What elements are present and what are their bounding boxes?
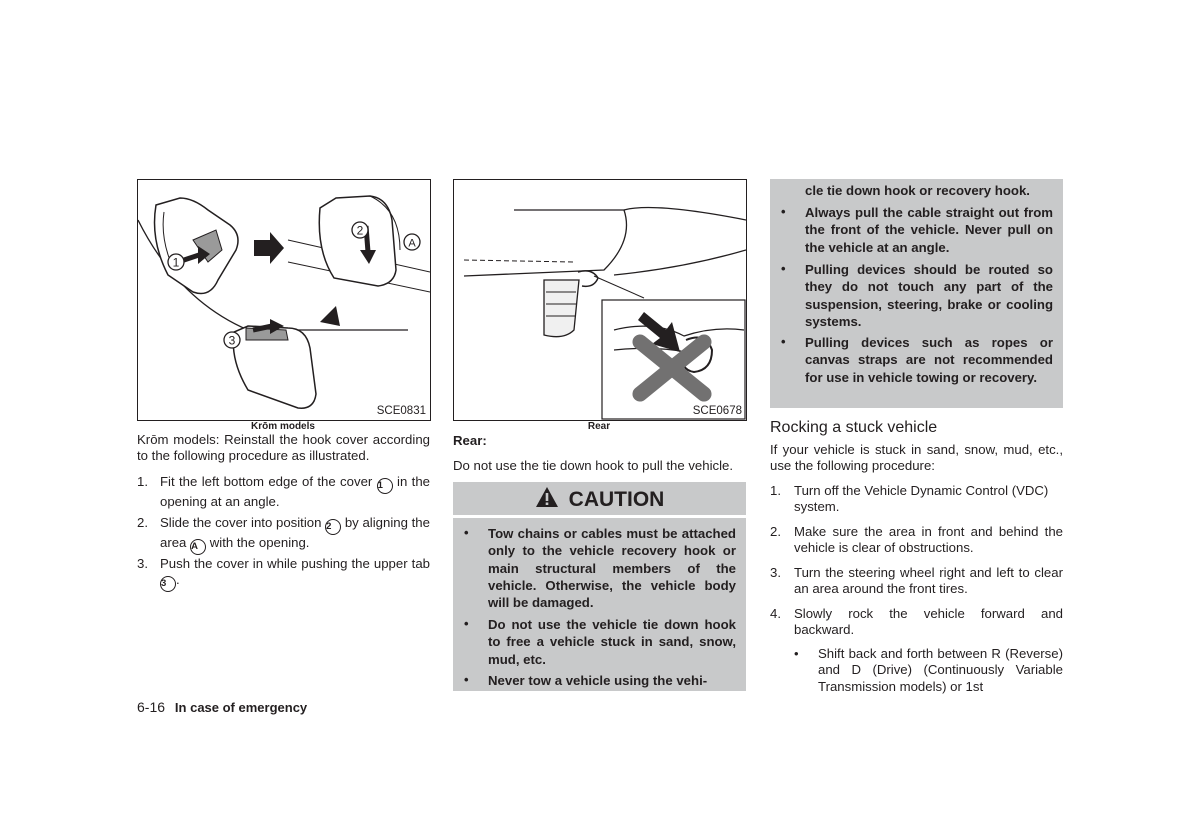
bullet-dot: • xyxy=(794,646,799,661)
step-number: 3. xyxy=(137,556,148,571)
step-1-text-a: Fit the left bottom edge of the cover xyxy=(160,474,373,489)
marker-a: A xyxy=(408,237,416,250)
step-number: 1. xyxy=(137,474,148,489)
bullet-dot: • xyxy=(781,261,786,276)
section-title: Rocking a stuck vehicle xyxy=(770,419,938,436)
caution-title: CAUTION xyxy=(568,488,665,511)
bullet-dot: • xyxy=(781,204,786,219)
step-2-text-b: by aligning the area xyxy=(160,515,430,550)
hook-cover-illustration xyxy=(138,180,430,420)
step-1-marker: 1 xyxy=(377,478,393,494)
figure-caption: Krōm models xyxy=(251,421,315,432)
step-number: 2. xyxy=(137,515,148,530)
step-1-text-b: in the opening at an angle. xyxy=(160,474,430,509)
step-2 xyxy=(160,515,430,555)
caution-bullet-3: Never tow a vehicle using the vehi- xyxy=(488,673,708,688)
intro-paragraph: Krōm models: Reinstall the hook cover according to the following procedure as illustrated. xyxy=(137,432,430,464)
bullet-dot: • xyxy=(464,616,469,631)
step-number: 4. xyxy=(770,606,781,621)
marker-2: 2 xyxy=(356,223,364,238)
figure-rear-hook xyxy=(453,179,747,421)
rear-hook-illustration xyxy=(454,180,746,420)
page-footer xyxy=(137,699,307,715)
caution-bullet-5: Pulling devices should be routed so they do not touch any part of the suspension, steering, brake or cooling systems. xyxy=(805,262,1053,329)
marker-1: 1 xyxy=(172,255,180,270)
marker-3: 3 xyxy=(228,333,236,348)
section-name: In case of emergency xyxy=(174,700,308,715)
rock-step-2: Make sure the area in front and behind the vehicle is clear of obstructions. xyxy=(794,524,1063,556)
step-2-text-a: Slide the cover into position xyxy=(160,515,322,530)
rock-sub-bullet: Shift back and forth between R (Reverse) and D (Drive) (Continuously Variable Transmission models) or 1st xyxy=(818,646,1063,694)
rock-step-1: Turn off the Vehicle Dynamic Control (VDC) system. xyxy=(794,483,1049,515)
rock-step-3: Turn the steering wheel right and left to clear an area around the front tires. xyxy=(794,565,1063,597)
figure-code: SCE0831 xyxy=(376,405,426,417)
caution-bullet-1: Tow chains or cables must be attached only to the vehicle recovery hook or main structural members of the vehicle. Otherwise, the vehicle body will be damaged. xyxy=(488,526,736,611)
bullet-dot: • xyxy=(781,334,786,349)
step-number: 2. xyxy=(770,524,781,539)
page-number: 6-16 xyxy=(137,699,166,715)
caution-bullet-6: Pulling devices such as ropes or canvas straps are not recommended for use in vehicle towing or recovery. xyxy=(805,335,1053,385)
caution-bullet-2: Do not use the vehicle tie down hook to free a vehicle stuck in sand, snow, mud, etc. xyxy=(488,617,736,667)
step-3-text-b: . xyxy=(176,572,180,588)
step-number: 3. xyxy=(770,565,781,580)
rock-step-4: Slowly rock the vehicle forward and backward. xyxy=(794,606,1063,638)
bullet-dot: • xyxy=(464,672,469,687)
warning-icon xyxy=(535,486,559,508)
step-3 xyxy=(160,556,430,592)
rear-heading: Rear: xyxy=(453,433,487,448)
step-3-text-a: Push the cover in while pushing the upper tab xyxy=(160,556,430,571)
figure-code: SCE0678 xyxy=(692,405,742,417)
step-2-marker-a: A xyxy=(190,539,206,555)
figure-caption: Rear xyxy=(587,421,611,432)
rear-paragraph: Do not use the tie down hook to pull the vehicle. xyxy=(453,458,734,473)
step-2-text-c: with the opening. xyxy=(209,535,310,550)
caution-continuation: cle tie down hook or recovery hook. xyxy=(805,183,1030,198)
step-number: 1. xyxy=(770,483,781,498)
caution-header xyxy=(453,486,746,512)
step-1 xyxy=(160,474,430,510)
step-2-marker: 2 xyxy=(325,519,341,535)
section-intro: If your vehicle is stuck in sand, snow, mud, etc., use the following procedure: xyxy=(770,442,1063,474)
caution-bullet-4: Always pull the cable straight out from the front of the vehicle. Never pull on the vehicle at an angle. xyxy=(805,205,1053,255)
figure-hook-cover xyxy=(137,179,431,421)
step-3-marker: 3 xyxy=(160,576,176,592)
bullet-dot: • xyxy=(464,525,469,540)
